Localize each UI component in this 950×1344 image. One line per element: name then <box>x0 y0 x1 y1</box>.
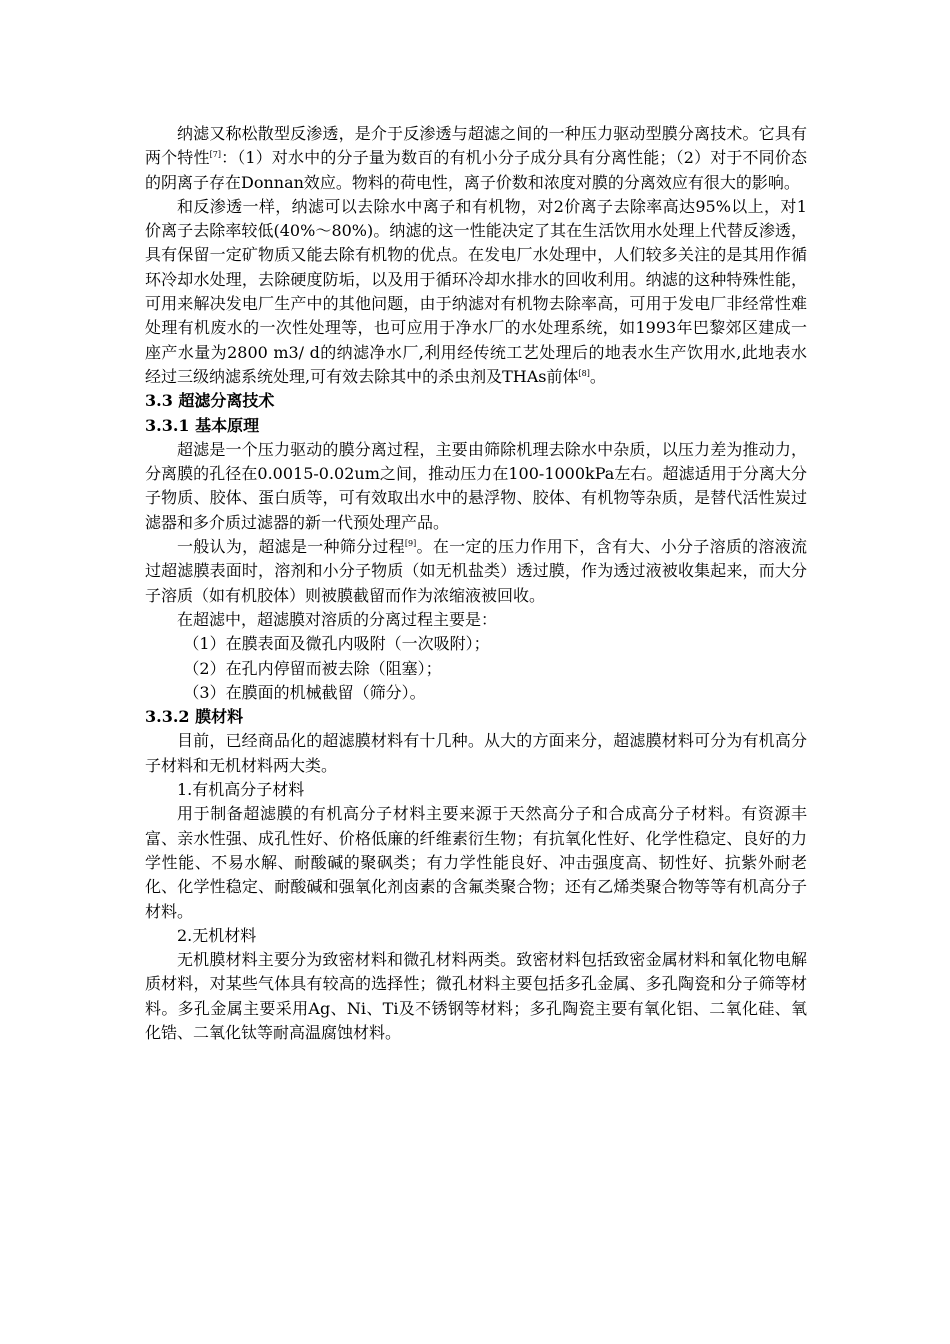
sub-heading-organic: 1.有机高分子材料 <box>177 780 305 800</box>
paragraph-nanofiltration-intro <box>145 122 807 195</box>
sub-heading-inorganic: 2.无机材料 <box>177 925 257 945</box>
paragraph-inorganic-materials: 无机膜材料主要分为致密材料和微孔材料两类。致密材料包括致密金属材料和氧化物电解质材料，对某些气体具有较高的选择性；微孔材料主要包括多孔金属、多孔陶瓷和分子筛等材料。多孔金属主要采用Ag、Ni、Ti及不锈钢等材料；多孔陶瓷主要有氧化铝、二氧化硅、氧化锆、二氧化钛等耐高温腐蚀材料。 <box>145 950 807 1042</box>
paragraph-membrane-materials: 目前，已经商品化的超滤膜材料有十几种。从大的方面来分，超滤膜材料可分为有机高分子材料和无机材料两大类。 <box>145 731 807 775</box>
subsection-heading-3-3-1: 3.3.1 基本原理 <box>145 415 260 435</box>
paragraph-ultrafiltration-sieving <box>145 535 807 608</box>
paragraph-separation-process: 在超滤中，超滤膜对溶质的分离过程主要是： <box>177 609 498 629</box>
text: 。 <box>589 366 606 386</box>
text: ：（1）对水中的分子量为数百的有机小分子成分具有分离性能；（2）对于不同价态的阴离子存在Donnan效应。物料的荷电性，离子价数和浓度对膜的分离效应有很大的影响。 <box>145 148 807 192</box>
text: 一般认为，超滤是一种筛分过程 <box>177 537 405 557</box>
paragraph-organic-materials: 用于制备超滤膜的有机高分子材料主要来源于天然高分子和合成高分子材料。有资源丰富、亲水性强、成孔性好、价格低廉的纤维素衍生物；有抗氧化性好、化学性稳定、良好的力学性能、不易水解、耐酸碱的聚砜类；有力学性能良好、冲击强度高、韧性好、抗紫外耐老化、化学性稳定、耐酸碱和强氧化剂卤素的含氟类聚合物；还有乙烯类聚合物等等有机高分子材料。 <box>145 804 807 921</box>
list-item: （2）在孔内停留而被去除（阻塞）； <box>183 658 442 678</box>
text: 。在一定的压力作用下，含有大、小分子溶质的溶液流过超滤膜表面时，溶剂和小分子物质（如无机盐类）透过膜，作为透过液被收集起来，而大分子溶质（如有机胶体）则被膜截留而作为浓缩液被回收。 <box>145 537 807 605</box>
paragraph-nanofiltration-applications <box>145 195 807 389</box>
paragraph-ultrafiltration-principle: 超滤是一个压力驱动的膜分离过程，主要由筛除机理去除水中杂质，以压力差为推动力，分离膜的孔径在0.0015-0.02um之间，推动压力在100-1000kPa左右。超滤适用于分离大分子物质、胶体、蛋白质等，可有效取出水中的悬浮物、胶体、有机物等杂质，是替代活性炭过滤器和多介质过滤器的新一代预处理产品。 <box>145 439 807 532</box>
list-item: （3）在膜面的机械截留（筛分）。 <box>183 682 426 702</box>
list-item: （1）在膜表面及微孔内吸附（一次吸附）； <box>183 634 490 654</box>
section-heading-3-3: 3.3 超滤分离技术 <box>145 391 275 411</box>
subsection-heading-3-3-2: 3.3.2 膜材料 <box>145 707 244 727</box>
citation-8: [8] <box>578 368 590 378</box>
citation-7: [7] <box>209 150 221 160</box>
text: 和反渗透一样，纳滤可以去除水中离子和有机物，对2价离子去除率高达95%以上，对1价离子去除率较低(40%～80%)。纳滤的这一性能决定了其在生活饮用水处理上代替反渗透，具有保留一定矿物质又能去除有机物的优点。在发电厂水处理中，人们较多关注的是其用作循环冷却水处理，去除硬度防垢，以及用于循环冷却水排水的回收利用。纳滤的这种特殊性能，可用来解决发电厂生产中的其他问题，由于纳滤对有机物去除率高，可用于发电厂非经常性难处理有机废水的一次性处理等，也可应用于净水厂的水处理系统，如1993年巴黎郊区建成一座产水量为2800 m3/ d的纳滤净水厂,利用经传统工艺处理后的地表水生产饮用水,此地表水经过三级纳滤系统处理,可有效去除其中的杀虫剂及THAs前体 <box>145 196 807 386</box>
text: 纳滤又称松散型反渗透，是介于反渗透与超滤之间的一种压力驱动型膜分离技术。它具有两个特性 <box>145 124 807 168</box>
citation-9: [9] <box>404 539 417 549</box>
document-page <box>145 122 807 1045</box>
